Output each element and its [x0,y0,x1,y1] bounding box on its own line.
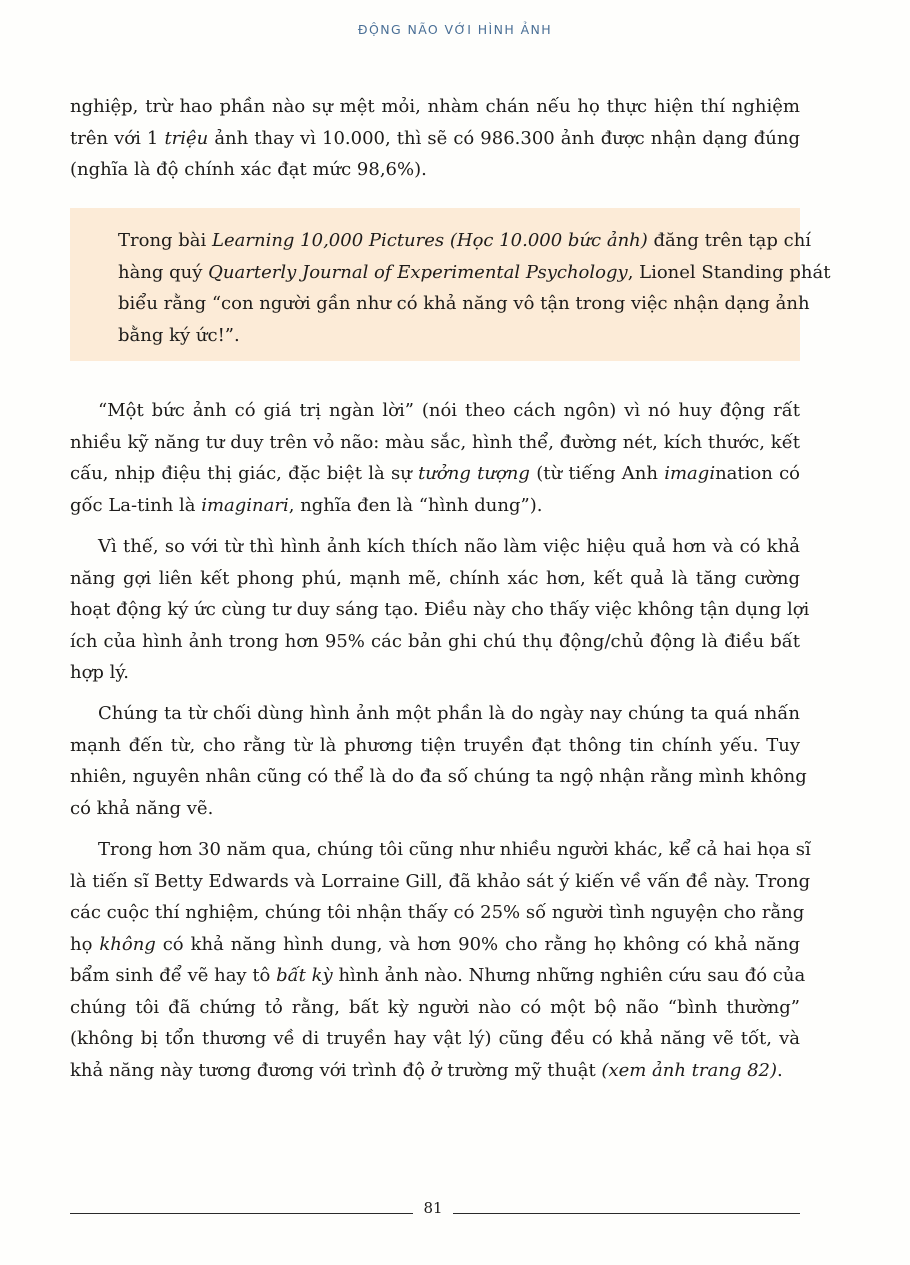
text-line: mạnh đến từ, cho rằng từ là phương tiện truyền đạt thông tin chính yếu. Tuy [70,734,800,756]
text-line: năng gợi liên kết phong phú, mạnh mẽ, chính xác hơn, kết quả là tăng cường [70,567,800,589]
text-line: bằng ký ức!”. [118,324,240,346]
text-line: biểu rằng “con người gần như có khả năng vô tận trong việc nhận dạng ảnh [118,293,810,314]
text-line: Chúng ta từ chối dùng hình ảnh một phần là do ngày nay chúng ta quá nhấn [98,703,800,724]
page-number: 81 [423,1199,443,1217]
paragraph-images-stimulate [70,531,810,689]
text-line: gốc La-tinh là imaginari, nghĩa đen là “hình dung”). [70,494,543,516]
text-line: họ không có khả năng hình dung, và hơn 90% cho rằng họ không có khả năng [70,933,801,955]
text-line: các cuộc thí nghiệm, chúng tôi nhận thấy có 25% số người tình nguyện cho rằng [70,902,805,923]
quote-callout-box [70,208,831,361]
text-line: (nghĩa là độ chính xác đạt mức 98,6%). [70,159,427,180]
paragraph-picture-worth [70,395,800,521]
running-head: ĐỘNG NÃO VỚI HÌNH ẢNH [357,22,553,37]
text-line: Trong hơn 30 năm qua, chúng tôi cũng như nhiều người khác, kể cả hai họa sĩ [98,839,811,860]
text-line: nghiệp, trừ hao phần nào sự mệt mỏi, nhàm chán nếu họ thực hiện thí nghiệm [70,96,800,117]
text-line: (không bị tổn thương về di truyền hay vật lý) cũng đều có khả năng vẽ tốt, và [70,1028,800,1049]
text-line: “Một bức ảnh có giá trị ngàn lời” (nói theo cách ngôn) vì nó huy động rất [98,400,800,421]
text-line: khả năng này tương đương với trình độ ở trường mỹ thuật (xem ảnh trang 82). [70,1059,783,1081]
text-line: Vì thế, so với từ thì hình ảnh kích thích não làm việc hiệu quả hơn và có khả [98,536,800,557]
paragraph-refuse-images [70,698,807,824]
text-line: trên với 1 triệu ảnh thay vì 10.000, thì sẽ có 986.300 ảnh được nhận dạng đúng [70,127,800,149]
text-line: hợp lý. [70,662,129,683]
text-line: chúng tôi đã chứng tỏ rằng, bất kỳ người nào có một bộ não “bình thường” [70,996,800,1018]
footer-rule-right [453,1213,800,1214]
text-line: hàng quý Quarterly Journal of Experimental Psychology, Lionel Standing phát [118,261,831,283]
text-line: Trong bài Learning 10,000 Pictures (Học 10.000 bức ảnh) đăng trên tạp chí [118,230,812,251]
text-line: có khả năng vẽ. [70,797,214,819]
paragraph-continued [70,91,800,186]
text-line: bẩm sinh để vẽ hay tô bất kỳ hình ảnh nào. Nhưng những nghiên cứu sau đó của [70,965,806,986]
footer-rule-left [70,1213,413,1214]
text-line: nhiên, nguyên nhân cũng có thể là do đa số chúng ta ngộ nhận rằng mình không [70,766,807,787]
text-line: nhiều kỹ năng tư duy trên vỏ não: màu sắc, hình thể, đường nét, kích thước, kết [70,431,800,453]
text-line: là tiến sĩ Betty Edwards và Lorraine Gill, đã khảo sát ý kiến về vấn đề này. Trong [70,870,811,892]
callout-text [118,225,831,351]
text-line: cấu, nhịp điệu thị giác, đặc biệt là sự tưởng tượng (từ tiếng Anh imagination có [70,463,801,484]
text-line: ích của hình ảnh trong hơn 95% các bản ghi chú thụ động/chủ động là điều bất [70,630,800,652]
paragraph-thirty-years [70,834,811,1086]
text-line: hoạt động ký ức cùng tư duy sáng tạo. Điều này cho thấy việc không tận dụng lợi [70,599,810,620]
